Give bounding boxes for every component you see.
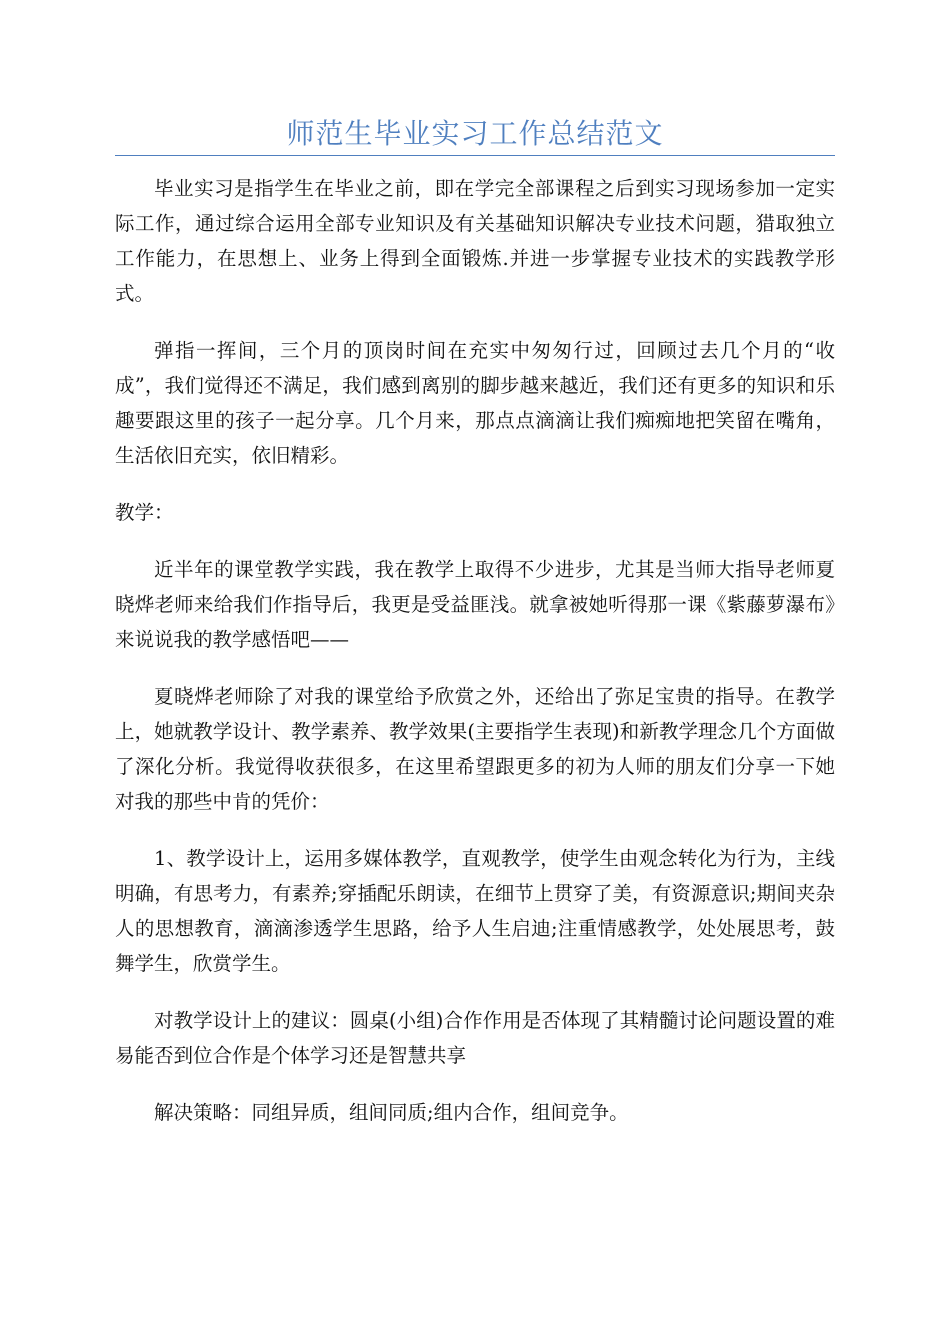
paragraph-intro: 毕业实习是指学生在毕业之前，即在学完全部课程之后到实习现场参加一定实际工作，通过综合运用全部专业知识及有关基础知识解决专业技术问题，猎取独立工作能力，在思想上、业务上得到全面锻炼.并进一步掌握专业技术的实践教学形式。 [115, 177, 835, 305]
paragraph-design-suggestion: 对教学设计上的建议：圆桌(小组)合作作用是否体现了其精髓讨论问题设置的难易能否到位合作是个体学习还是智慧共享 [115, 1009, 835, 1067]
paragraph-teaching-practice: 近半年的课堂教学实践，我在教学上取得不少进步，尤其是当师大指导老师夏晓烨老师来给我们作指导后，我更是受益匪浅。就拿被她听得那一课《紫藤萝瀑布》来说说我的教学感悟吧—— [115, 558, 835, 651]
paragraph-solution-strategy: 解决策略：同组异质，组间同质;组内合作，组间竞争。 [154, 1101, 629, 1124]
section-heading-teaching: 教学： [115, 501, 174, 524]
title-underline [115, 155, 835, 156]
paragraph-design-point-1: 1、教学设计上，运用多媒体教学，直观教学，使学生由观念转化为行为，主线明确，有思考力，有素养;穿插配乐朗读，在细节上贯穿了美，有资源意识;期间夹杂人的思想教育，滴滴渗透学生思路，给予人生启迪;注重情感教学，处处展思考，鼓舞学生，欣赏学生。 [115, 847, 835, 975]
paragraph-advisor-feedback: 夏晓烨老师除了对我的课堂给予欣赏之外，还给出了弥足宝贵的指导。在教学上，她就教学设计、教学素养、教学效果(主要指学生表现)和新教学理念几个方面做了深化分析。我觉得收获很多，在这里希望跟更多的初为人师的朋友们分享一下她对我的那些中肯的凭价： [115, 685, 835, 813]
document-body [115, 171, 835, 1152]
document-title: 师范生毕业实习工作总结范文 [286, 117, 664, 150]
paragraph-reflection: 弹指一挥间，三个月的顶岗时间在充实中匆匆行过，回顾过去几个月的“收成”，我们觉得还不满足，我们感到离别的脚步越来越近，我们还有更多的知识和乐趣要跟这里的孩子一起分享。几个月来，那点点滴滴让我们痴痴地把笑留在嘴角，生活依旧充实，依旧精彩。 [115, 339, 835, 467]
